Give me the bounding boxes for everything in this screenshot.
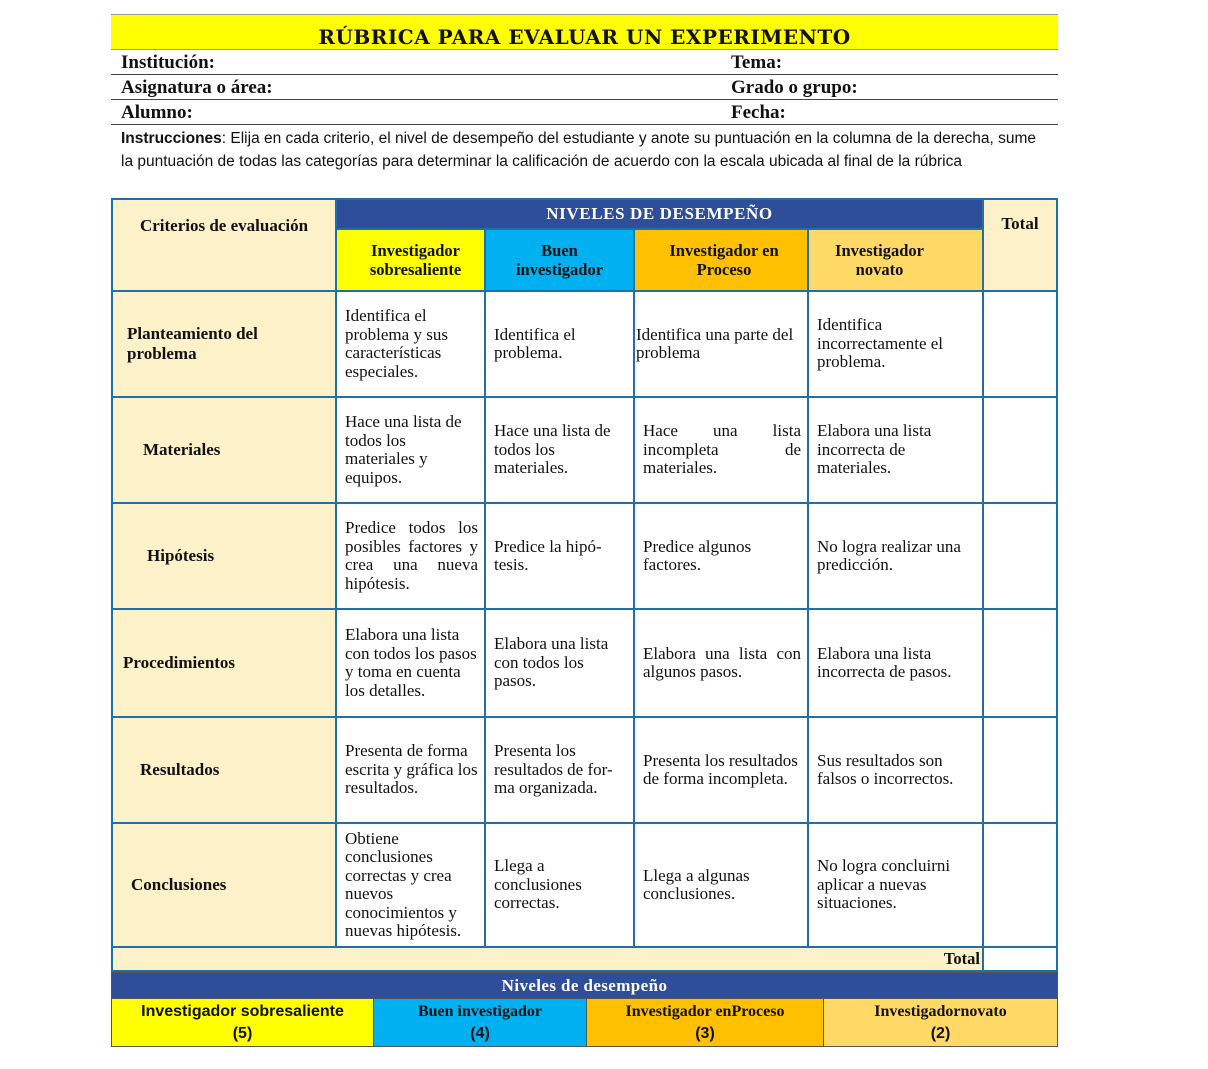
total-score-cell[interactable]: [983, 947, 1057, 971]
level-header-label: Investigador novato: [835, 241, 924, 279]
field-tema: Tema:: [731, 52, 783, 73]
level-header-label: Investigador sobresaliente: [369, 241, 462, 279]
table-row: [112, 717, 1057, 823]
cell-hipotesis-novato: No logra realizar una predicción.: [808, 503, 983, 609]
cell-procedimientos-sobresaliente: Elabora una lista con todos los pasos y toma en cuenta los detalles.: [336, 609, 485, 717]
legend-proceso: [587, 999, 824, 1046]
total-label: Total: [112, 947, 983, 971]
field-fecha: Fecha:: [731, 102, 786, 123]
table-row: [112, 291, 1057, 397]
score-cell[interactable]: [983, 717, 1057, 823]
cell-materiales-proceso: Hace una lista incompleta de materiales.: [634, 397, 808, 503]
legend-buen: [374, 999, 587, 1046]
cell-planteamiento-proceso: Identifica una parte del problema: [634, 291, 808, 397]
levels-header: NIVELES DE DESEMPEÑO: [336, 199, 983, 229]
legend-item-name: Investigador enProceso: [625, 1003, 785, 1020]
levels-legend: [111, 972, 1058, 1047]
total-row: [112, 947, 1057, 971]
field-grado: Grado o grupo:: [731, 77, 858, 98]
level-header-novato: [808, 229, 983, 291]
field-alumno: Alumno:: [121, 102, 193, 123]
table-row: [112, 823, 1057, 947]
cell-conclusiones-proceso: Llega a algunas conclusiones.: [634, 823, 808, 947]
instructions-text: : Elija en cada criterio, el nivel de desempeño del estudiante y anote su puntuación en la columna de la derecha, sume la puntuación de todas las categorías para determinar la calificación de acuerdo con la escala ubicada al final de la rúbrica: [121, 130, 1037, 170]
cell-conclusiones-novato: No logra concluirni aplicar a nuevas situaciones.: [808, 823, 983, 947]
cell-materiales-sobresaliente: Hace una lista de todos los materiales y equipos.: [336, 397, 485, 503]
cell-hipotesis-buen: Predice la hipó-tesis.: [485, 503, 634, 609]
info-row-alumno: [111, 100, 1058, 125]
cell-resultados-sobresaliente: Presenta de forma escrita y gráfica los resultados.: [336, 717, 485, 823]
legend-item-score: (2): [930, 1025, 951, 1042]
legend-item-score: (3): [695, 1025, 715, 1042]
cell-conclusiones-buen: Llega a conclusiones correctas.: [485, 823, 634, 947]
info-row-asignatura: [111, 75, 1058, 100]
legend-item-score: (4): [470, 1025, 490, 1042]
total-header: Total: [983, 199, 1057, 291]
level-header-proceso: [634, 229, 808, 291]
info-row-institucion: [111, 50, 1058, 75]
level-header-sobresaliente: [336, 229, 485, 291]
criterion-procedimientos: Procedimientos: [112, 609, 336, 717]
criteria-header: Criterios de evaluación: [112, 199, 336, 291]
criterion-resultados: Resultados: [112, 717, 336, 823]
score-cell[interactable]: [983, 397, 1057, 503]
cell-planteamiento-novato: Identifica incorrectamente el problema.: [808, 291, 983, 397]
page-title: RÚBRICA PARA EVALUAR UN EXPERIMENTO: [111, 14, 1058, 50]
legend-title: Niveles de desempeño: [111, 972, 1058, 998]
score-cell[interactable]: [983, 291, 1057, 397]
cell-resultados-proceso: Presenta los resultados de forma incompleta.: [634, 717, 808, 823]
criterion-conclusiones: Conclusiones: [112, 823, 336, 947]
level-header-label: Investigador en Proceso: [669, 241, 779, 279]
field-institucion: Institución:: [121, 52, 215, 73]
table-row: [112, 609, 1057, 717]
cell-hipotesis-proceso: Predice algunos factores.: [634, 503, 808, 609]
cell-procedimientos-novato: Elabora una lista incorrecta de pasos.: [808, 609, 983, 717]
cell-materiales-buen: Hace una lista de todos los materiales.: [485, 397, 634, 503]
cell-procedimientos-buen: Elabora una lista con todos los pasos.: [485, 609, 634, 717]
legend-item-name: Investigador sobresaliente: [141, 1003, 344, 1020]
level-header-label: Buen investigador: [515, 241, 604, 279]
legend-item-score: (5): [232, 1025, 253, 1042]
rubric-table: [111, 198, 1058, 972]
instructions: [111, 125, 1058, 199]
cell-planteamiento-buen: Identifica el problema.: [485, 291, 634, 397]
cell-procedimientos-proceso: Elabora una lista con algunos pasos.: [634, 609, 808, 717]
legend-novato: [824, 999, 1057, 1046]
level-header-buen: [485, 229, 634, 291]
legend-sobresaliente: [112, 999, 374, 1046]
score-cell[interactable]: [983, 823, 1057, 947]
cell-conclusiones-sobresaliente: Obtiene conclusiones correctas y crea nuevos conocimientos y nuevas hipótesis.: [336, 823, 485, 947]
score-cell[interactable]: [983, 609, 1057, 717]
criterion-planteamiento: Planteamiento del problema: [112, 291, 336, 397]
legend-row: [111, 998, 1058, 1047]
cell-hipotesis-sobresaliente: Predice todos los posibles factores y crea una nueva hipótesis.: [336, 503, 485, 609]
cell-materiales-novato: Elabora una lista incorrecta de materiales.: [808, 397, 983, 503]
instructions-label: Instrucciones: [121, 130, 222, 147]
score-cell[interactable]: [983, 503, 1057, 609]
criterion-hipotesis: Hipótesis: [112, 503, 336, 609]
legend-item-name: Investigadornovato: [874, 1003, 1007, 1020]
cell-planteamiento-sobresaliente: Identifica el problema y sus características especiales.: [336, 291, 485, 397]
table-row: [112, 397, 1057, 503]
legend-item-name: Buen investigador: [417, 1003, 542, 1020]
cell-resultados-buen: Presenta los resultados de for-ma organizada.: [485, 717, 634, 823]
cell-resultados-novato: Sus resultados son falsos o incorrectos.: [808, 717, 983, 823]
field-asignatura: Asignatura o área:: [121, 77, 273, 98]
rubric-page: [111, 14, 1058, 199]
table-row: [112, 503, 1057, 609]
criterion-materiales: Materiales: [112, 397, 336, 503]
